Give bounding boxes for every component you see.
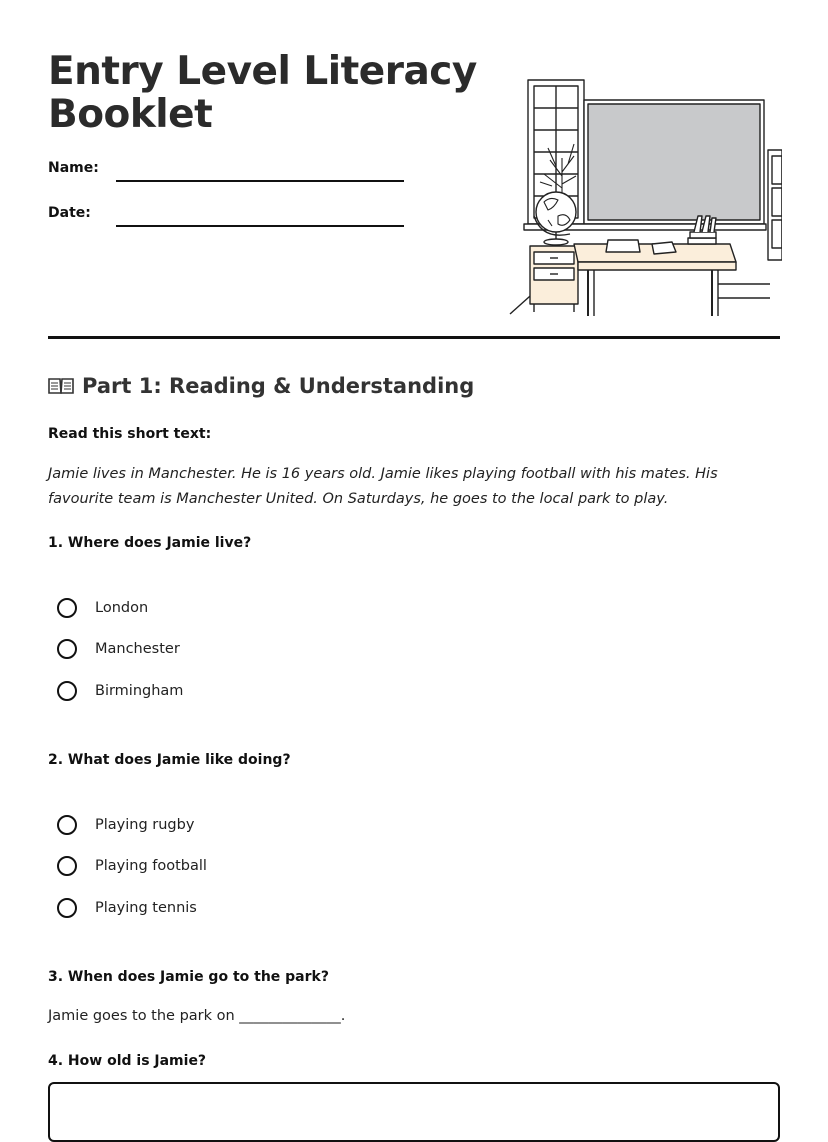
question-1: 1. Where does Jamie live? [48, 535, 252, 551]
option-playing-tennis[interactable] [57, 887, 207, 929]
question-2-options [57, 804, 207, 929]
question-2: 2. What does Jamie like doing? [48, 752, 291, 768]
option-playing-rugby[interactable] [57, 804, 207, 846]
page-title [48, 50, 477, 136]
radio-button[interactable] [57, 639, 77, 659]
radio-button[interactable] [57, 815, 77, 835]
fill-in-sentence[interactable]: Jamie goes to the park on ______________. [48, 1008, 346, 1024]
section-title-text: Part 1: Reading & Understanding [82, 374, 475, 398]
section-heading [48, 374, 474, 398]
option-manchester[interactable] [57, 629, 183, 671]
radio-button[interactable] [57, 598, 77, 618]
name-label: Name: [48, 160, 99, 176]
title-line-2: Booklet [48, 92, 213, 137]
option-label: Playing rugby [95, 816, 195, 833]
globe [534, 192, 576, 245]
question-4: 4. How old is Jamie? [48, 1053, 207, 1069]
option-label: Playing football [95, 858, 207, 875]
date-label: Date: [48, 205, 91, 221]
option-playing-football[interactable] [57, 846, 207, 888]
papers [606, 240, 640, 252]
drawer-unit [530, 246, 578, 312]
reading-instruction: Read this short text: [48, 426, 212, 442]
option-label: London [95, 599, 149, 616]
answer-box[interactable] [48, 1082, 780, 1142]
name-field[interactable] [116, 180, 404, 182]
option-birmingham[interactable] [57, 670, 183, 712]
option-label: Birmingham [95, 682, 184, 699]
radio-button[interactable] [57, 681, 77, 701]
radio-button[interactable] [57, 856, 77, 876]
radio-button[interactable] [57, 898, 77, 918]
question-1-options [57, 587, 183, 712]
open-book-icon [48, 376, 74, 396]
date-field[interactable] [116, 225, 404, 227]
question-3: 3. When does Jamie go to the park? [48, 969, 329, 985]
papers [652, 242, 676, 254]
option-label: Manchester [95, 641, 180, 658]
title-line-1: Entry Level Literacy [48, 49, 477, 94]
desk [574, 244, 736, 316]
option-label: Playing tennis [95, 899, 197, 916]
reading-passage: Jamie lives in Manchester. He is 16 years old. Jamie likes playing football with his mates. His favourite team is Manchester United. On Saturdays, he goes to the local park to play. [48, 466, 718, 507]
cabinet [768, 150, 782, 260]
option-london[interactable] [57, 587, 183, 629]
section-divider [48, 336, 780, 339]
classroom-illustration [508, 76, 782, 320]
